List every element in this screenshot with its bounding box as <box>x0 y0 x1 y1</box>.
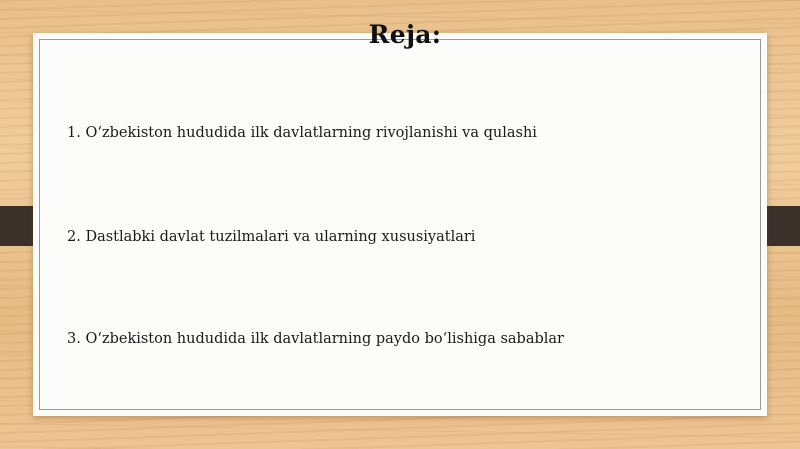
plan-item-3: 3. O‘zbekiston hududida ilk davlatlarning paydo bo‘lishiga sabablar <box>67 331 564 347</box>
slide-title: Reja: <box>368 20 442 49</box>
slide-card <box>33 33 767 416</box>
slide-card-border <box>39 39 761 410</box>
plan-item-2: 2. Dastlabki davlat tuzilmalari va ularning xususiyatlari <box>67 229 476 245</box>
plan-item-1: 1. O‘zbekiston hududida ilk davlatlarning rivojlanishi va qulashi <box>67 125 537 141</box>
